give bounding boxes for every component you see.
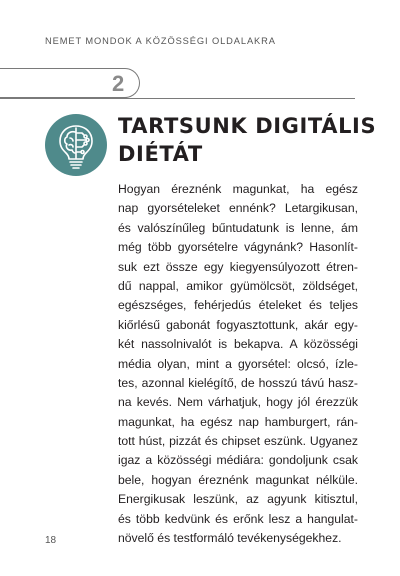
title-line: TARTSUNK DIGITÁLIS xyxy=(118,114,377,138)
chapter-number: 2 xyxy=(112,71,125,96)
body-line: dű nappal, amikor gyümölcsöt, zöldséget, xyxy=(118,278,358,293)
body-line: Hogyan éreznénk magunkat, ha egész xyxy=(118,182,358,196)
title-line: DIÉTÁT xyxy=(118,142,203,166)
body-line: kiőrlésű gabonát fogyasztottunk, akár egy- xyxy=(118,317,358,332)
page-title xyxy=(118,112,376,168)
body-line: nap gyorsételeket ennénk? Letargikusan, xyxy=(118,201,358,216)
body-line: egészséges, fehérjedús ételeket és teljes xyxy=(118,298,358,313)
body-line: tes, azonnal kielégítő, de hosszú távú hasz- xyxy=(118,375,358,390)
body-line: még több gyorsételre vágynánk? Hasonlít- xyxy=(118,240,358,255)
body-line: tott húst, pizzát és chipset eszünk. Ugyanez xyxy=(118,434,358,449)
body-line: és valószínűleg bűntudatunk is lenne, ám xyxy=(118,220,358,235)
body-line: média olyan, mint a gyorsétel: olcsó, ízle- xyxy=(118,356,358,371)
body-line: suk ezt össze egy kiegyensúlyozott étren- xyxy=(118,259,358,274)
body-line: na kevés. Nem várhatjuk, hogy jól érezzük xyxy=(118,395,358,410)
chapter-rule xyxy=(0,98,355,99)
running-head: NEMET MONDOK A KÖZÖSSÉGI OLDALAKRA xyxy=(45,36,276,46)
page-number: 18 xyxy=(45,535,57,546)
body-line: bele, hogyan éreznénk magunkat nélküle. xyxy=(118,472,358,487)
body-paragraph xyxy=(118,180,358,548)
body-line: igaz a közösségi médiára: gondoljunk csak xyxy=(118,453,358,468)
lightbulb-brain-icon xyxy=(45,114,107,176)
body-line: növelő és testformáló tevékenységekhez. xyxy=(118,531,342,546)
body-line: két nassolnivalót is bekapva. A közösségi xyxy=(118,337,358,352)
body-line: és több kedvünk és erőnk lesz a hangulat- xyxy=(118,511,358,526)
body-line: magunkat, ha egész nap hamburgert, rán- xyxy=(118,414,358,429)
body-line: Energikusak leszünk, az agyunk kitisztul, xyxy=(118,492,358,507)
